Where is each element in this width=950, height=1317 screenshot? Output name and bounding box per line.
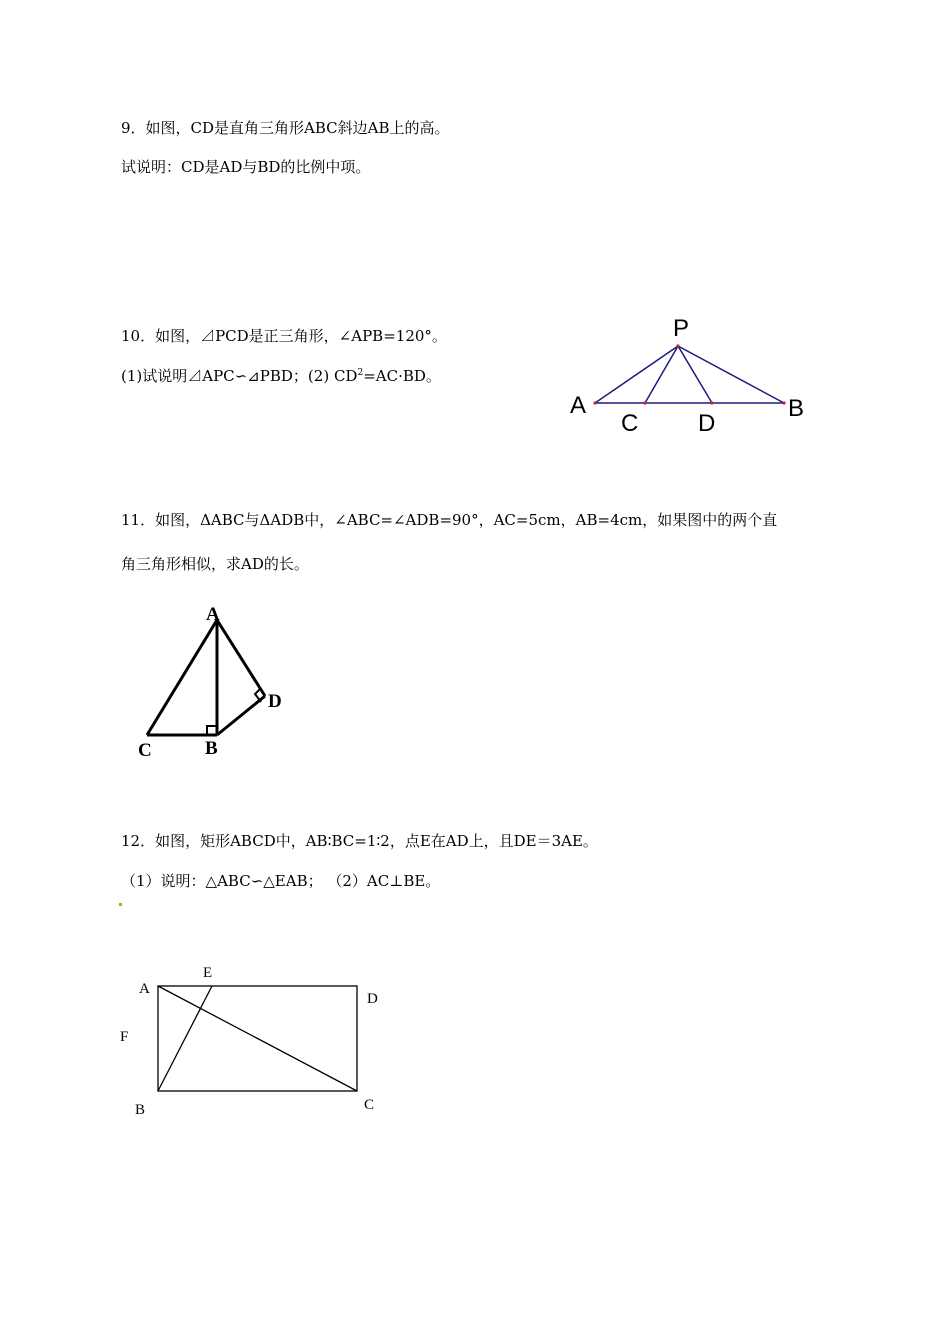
q12-line2: （1）说明：△ABC∽△EAB； （2）AC⊥BE。 [121,872,441,890]
q11-triangle-figure [130,595,300,765]
q11-label-A: A [206,604,220,625]
q12-label-C: C [364,1097,375,1113]
q12-rectangle-figure [110,955,390,1125]
q11-label-C: C [138,740,152,761]
q10-label-B: B [788,395,805,422]
q12-label-D: D [367,991,378,1007]
q9-line1: 9．如图，CD是直角三角形ABC斜边AB上的高。 [121,119,450,137]
q10-line2-b: =AC·BD。 [363,367,441,385]
q12-label-E: E [203,965,213,981]
q10-label-P: P [673,315,690,342]
q10-figure-points [593,344,785,404]
q10-triangle-figure [560,305,820,440]
q10-label-D: D [698,410,716,437]
q9-line2: 试说明：CD是AD与BD的比例中项。 [121,158,371,176]
q10-point-B [782,401,785,404]
q12-figure-lines [158,986,357,1091]
q12-label-A: A [139,981,150,997]
q12-line-BE [158,986,212,1091]
q10-line2-sup: 2 [357,368,364,378]
q10-label-A: A [570,392,587,419]
q10-line-PC [645,346,678,403]
q11-line-BD [217,696,265,735]
q12-label-B: B [135,1102,146,1118]
q10-figure-lines [595,346,784,403]
q11-line2: 角三角形相似，求AD的长。 [121,555,309,573]
q10-line-PB [678,346,784,403]
q11-figure-lines [147,620,265,735]
q11-line-AD [217,620,265,696]
q12-label-F: F [120,1029,129,1045]
q12-line1: 12．如图，矩形ABCD中，AB∶BC=1∶2，点E在AD上，且DE＝3AE。 [121,832,598,850]
q10-line-PA [595,346,678,403]
q10-point-D [710,401,713,404]
q10-point-P [676,344,679,347]
stray-mark [119,903,122,906]
q10-line1: 10．如图，⊿PCD是正三角形，∠APB=120°。 [121,327,447,345]
q10-point-C [643,401,646,404]
q10-line2-a: (1)试说明⊿APC∽⊿PBD；(2) CD [121,367,358,385]
q11-label-D: D [268,691,282,712]
q10-label-C: C [621,410,639,437]
q11-right-angle-marks [207,689,261,735]
q10-point-A [593,401,596,404]
q11-label-B: B [205,738,218,759]
q11-line1: 11．如图，ΔABC与ΔADB中，∠ABC=∠ADB=90°，AC=5cm，AB=4cm，如果图中的两个直 [121,511,778,529]
q12-line-AC [158,986,357,1091]
q10-line2 [121,366,441,386]
q11-line-AC [147,620,217,735]
